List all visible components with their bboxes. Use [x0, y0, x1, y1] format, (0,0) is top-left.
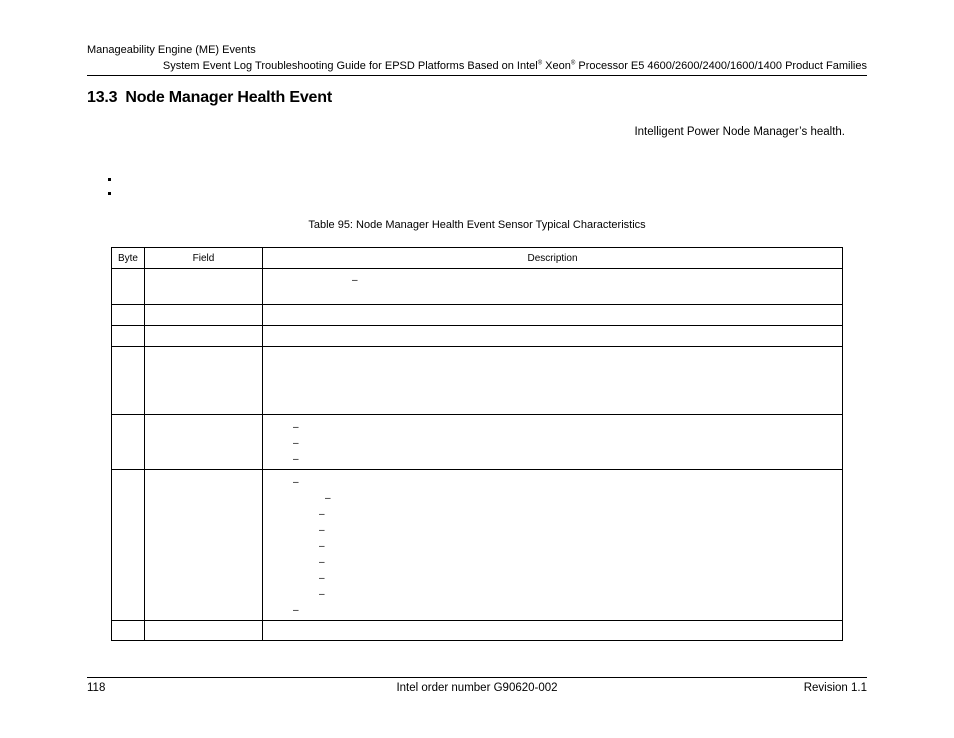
bullet-marker [108, 178, 111, 181]
dash-marker: – [352, 275, 358, 286]
column-header-byte: Byte [112, 248, 145, 269]
dash-marker: – [293, 422, 299, 433]
bullet-marker [108, 192, 111, 195]
dash-marker: – [319, 525, 325, 536]
column-header-field: Field [145, 248, 263, 269]
table-row [112, 347, 843, 415]
dash-marker: – [319, 541, 325, 552]
dash-marker: – [293, 454, 299, 465]
footer-rule [87, 677, 867, 678]
section-number: 13.3 [87, 89, 118, 106]
characteristics-table [111, 247, 843, 641]
column-header-description: Description [263, 248, 843, 269]
revision-label: Revision 1.1 [803, 682, 867, 694]
dash-marker: – [319, 589, 325, 600]
dash-marker: – [293, 605, 299, 616]
table-row [112, 305, 843, 326]
dash-marker: – [325, 493, 331, 504]
table-row [112, 415, 843, 470]
order-number: Intel order number G90620-002 [396, 682, 558, 694]
table-row [112, 470, 843, 621]
section-title [87, 89, 332, 107]
header-chapter: Manageability Engine (ME) Events [87, 44, 256, 56]
header-guide-title: System Event Log Troubleshooting Guide for EPSD Platforms Based on Intel® Xeon® Processor E5 4600/2600/2400/1600/1400 Product Families [162, 60, 867, 72]
dash-marker: – [319, 557, 325, 568]
table-row [112, 326, 843, 347]
table-row [112, 621, 843, 641]
section-name: Node Manager Health Event [125, 89, 332, 106]
table-header-row [112, 248, 843, 269]
dash-marker: – [293, 477, 299, 488]
intro-text: Intelligent Power Node Manager’s health. [634, 126, 845, 138]
page-number: 118 [87, 682, 106, 694]
table-caption: Table 95: Node Manager Health Event Sensor Typical Characteristics [308, 219, 646, 231]
dash-marker: – [319, 509, 325, 520]
header-rule [87, 75, 867, 76]
dash-marker: – [293, 438, 299, 449]
table-row [112, 269, 843, 305]
dash-marker: – [319, 573, 325, 584]
